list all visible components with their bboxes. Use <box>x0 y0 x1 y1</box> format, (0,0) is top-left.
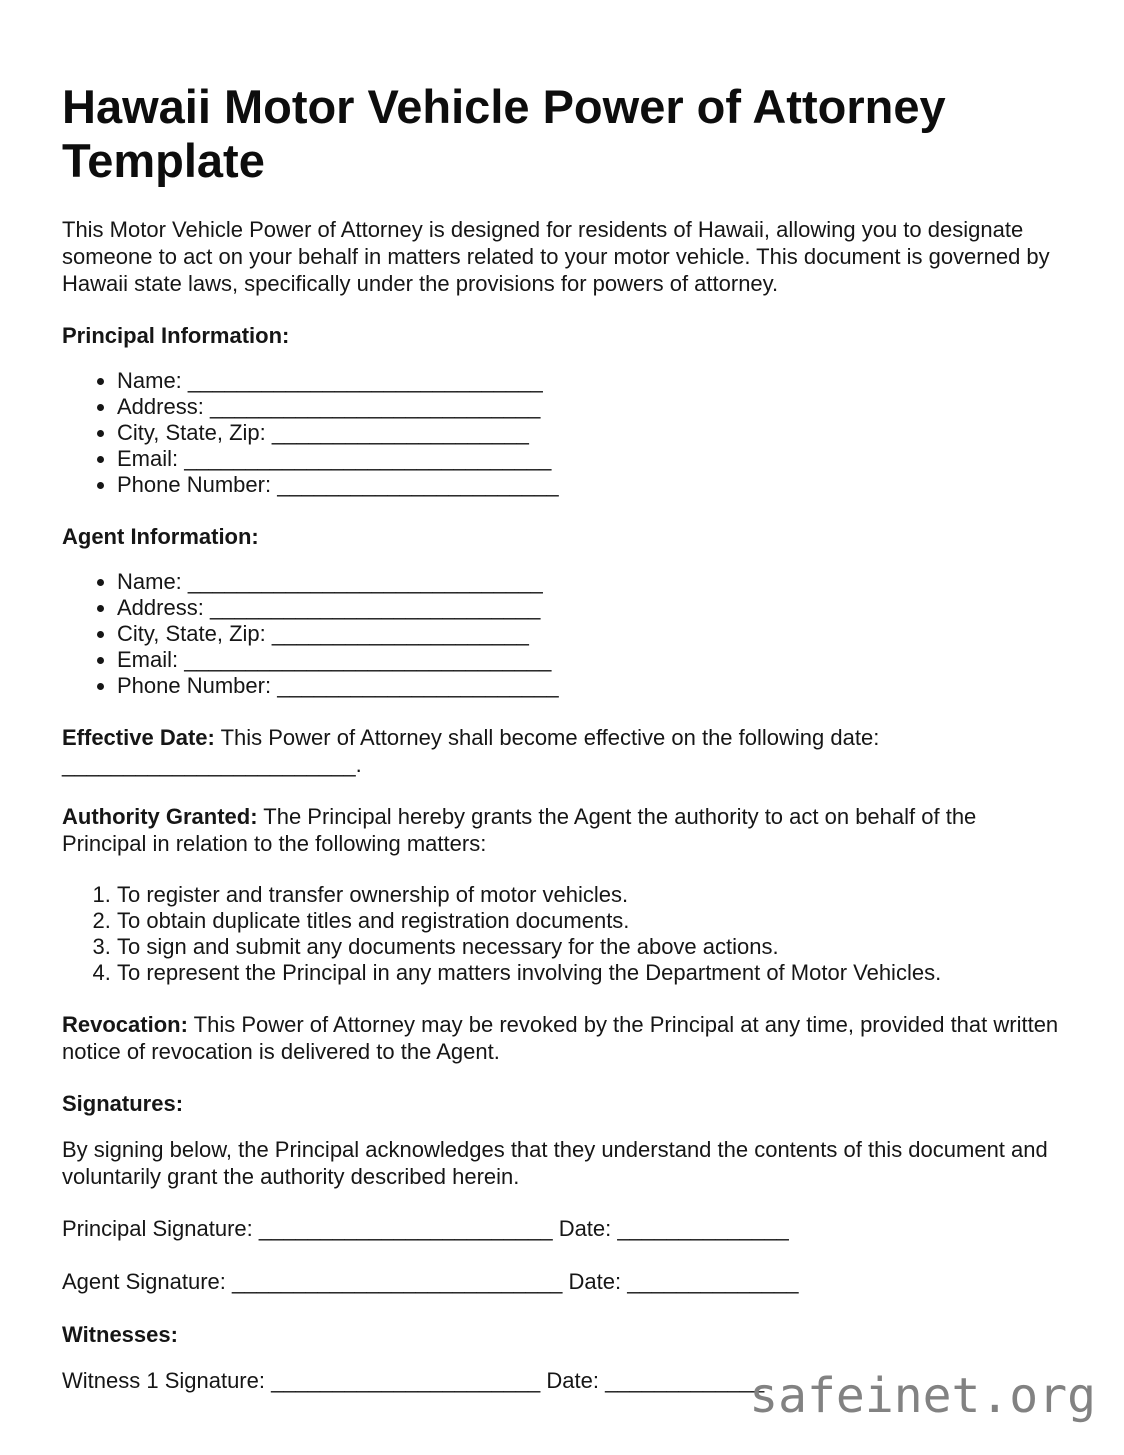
signature-label: Agent Signature: <box>62 1269 226 1294</box>
field-label: Email: <box>117 446 179 471</box>
agent-email-field <box>117 647 1062 673</box>
agent-signature-row <box>62 1268 1062 1295</box>
agent-phone-field <box>117 673 1062 699</box>
revocation-label: Revocation: <box>62 1012 188 1037</box>
date-label: Date: <box>568 1269 622 1294</box>
revocation-paragraph <box>62 1011 1062 1065</box>
principal-city-state-zip-field <box>117 420 1062 446</box>
field-label: Address: <box>117 394 204 419</box>
authority-item: 1. To register and transfer ownership of motor vehicles. <box>117 882 1062 908</box>
principal-email-field <box>117 446 1062 472</box>
field-label: Address: <box>117 595 204 620</box>
field-label: Name: <box>117 569 182 594</box>
date-label: Date: <box>546 1368 600 1393</box>
signature-blank-line: ________________________ <box>258 1216 553 1241</box>
effective-date-blank-line: ________________________. <box>62 752 362 777</box>
date-blank-line: ______________ <box>627 1269 799 1294</box>
effective-date-text: This Power of Attorney shall become effective on the following date: <box>220 725 880 750</box>
principal-info-heading: Principal Information: <box>62 323 290 348</box>
intro-paragraph: This Motor Vehicle Power of Attorney is designed for residents of Hawaii, allowing you to designate someone to act on your behalf in matters related to your motor vehicle. This document is governed by Hawaii state laws, specifically under the provisions for powers of attorney. <box>62 217 1050 296</box>
authority-item: 2. To obtain duplicate titles and registration documents. <box>117 908 1062 934</box>
field-blank-line: ______________________________ <box>184 647 552 672</box>
effective-date-label: Effective Date: <box>62 725 215 750</box>
signature-blank-line: ______________________ <box>271 1368 541 1393</box>
signature-blank-line: ___________________________ <box>232 1269 563 1294</box>
field-blank-line: _____________________________ <box>187 368 543 393</box>
field-blank-line: ___________________________ <box>209 595 541 620</box>
principal-address-field <box>117 394 1062 420</box>
witnesses-heading: Witnesses: <box>62 1322 178 1347</box>
date-blank-line: ______________ <box>617 1216 789 1241</box>
authority-granted-label: Authority Granted: <box>62 804 258 829</box>
principal-signature-row <box>62 1215 1062 1242</box>
field-blank-line: ______________________________ <box>184 446 552 471</box>
agent-city-state-zip-field <box>117 621 1062 647</box>
field-label: City, State, Zip: <box>117 621 266 646</box>
agent-info-heading: Agent Information: <box>62 524 259 549</box>
field-blank-line: _____________________ <box>271 621 529 646</box>
field-label: Name: <box>117 368 182 393</box>
agent-address-field <box>117 595 1062 621</box>
revocation-text: This Power of Attorney may be revoked by the Principal at any time, provided that written notice of revocation is delivered to the Agent. <box>62 1012 1059 1064</box>
field-label: Email: <box>117 647 179 672</box>
authority-granted-paragraph <box>62 803 1062 857</box>
authority-item: 4. To represent the Principal in any matters involving the Department of Motor Vehicles. <box>117 960 1062 986</box>
field-blank-line: ___________________________ <box>209 394 541 419</box>
field-label: Phone Number: <box>117 673 272 698</box>
effective-date-paragraph <box>62 724 1062 778</box>
field-label: City, State, Zip: <box>117 420 266 445</box>
date-blank-line: _____________ <box>605 1368 765 1393</box>
field-blank-line: _______________________ <box>277 673 559 698</box>
agent-info-list <box>62 569 1062 699</box>
signature-label: Witness 1 Signature: <box>62 1368 265 1393</box>
principal-name-field <box>117 368 1062 394</box>
authority-item: 3. To sign and submit any documents necessary for the above actions. <box>117 934 1062 960</box>
signing-acknowledgment: By signing below, the Principal acknowledges that they understand the contents of this document and voluntarily grant the authority described herein. <box>62 1137 1048 1189</box>
signature-label: Principal Signature: <box>62 1216 253 1241</box>
field-blank-line: _____________________ <box>271 420 529 445</box>
principal-info-list <box>62 368 1062 498</box>
date-label: Date: <box>558 1216 612 1241</box>
signatures-heading: Signatures: <box>62 1091 184 1116</box>
authority-granted-text: The Principal hereby grants the Agent the authority to act on behalf of the Principal in relation to the following matters: <box>62 804 977 856</box>
field-label: Phone Number: <box>117 472 272 497</box>
agent-name-field <box>117 569 1062 595</box>
principal-phone-field <box>117 472 1062 498</box>
page-title: Hawaii Motor Vehicle Power of Attorney Template <box>62 80 946 187</box>
safeinet-watermark: safeinet.org <box>749 1368 1096 1424</box>
authority-list <box>62 882 1062 986</box>
field-blank-line: _____________________________ <box>187 569 543 594</box>
field-blank-line: _______________________ <box>277 472 559 497</box>
